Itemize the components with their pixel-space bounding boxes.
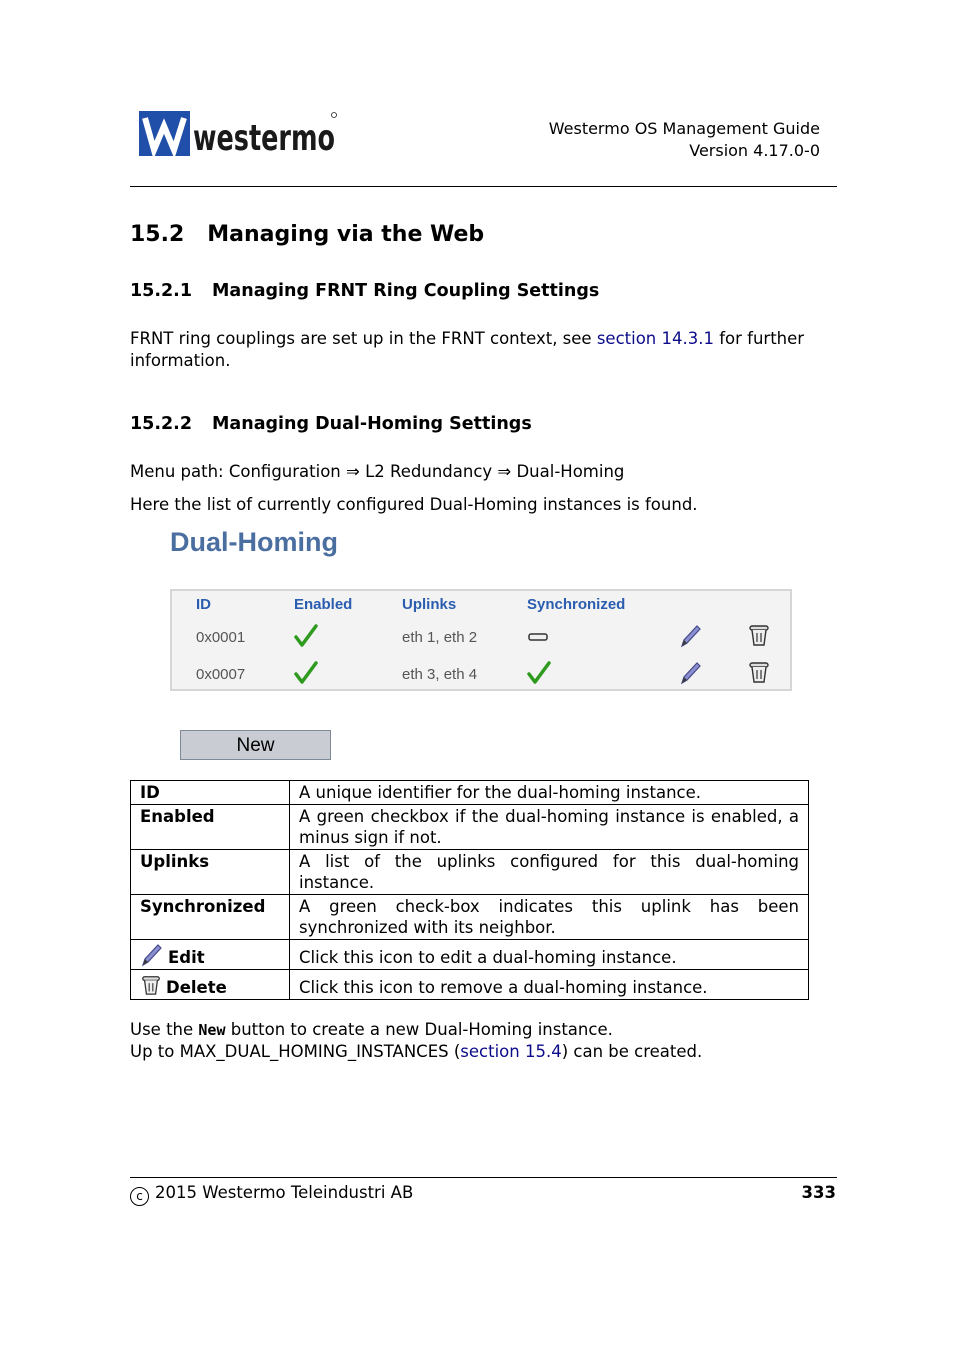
trash-icon[interactable] (747, 660, 771, 684)
green-check-icon (294, 661, 318, 685)
term-delete: Delete (166, 978, 227, 997)
pencil-icon[interactable] (678, 624, 702, 648)
closing-text: Use the (130, 1020, 199, 1039)
dual-homing-ui-title: Dual-Homing (170, 527, 338, 557)
column-uplinks: Uplinks (402, 596, 457, 613)
frnt-text-end: for further information. (130, 329, 805, 370)
definition-delete: Click this icon to remove a dual-homing instance. (290, 970, 809, 1000)
term-edit-cell (131, 940, 290, 970)
green-check-icon (294, 624, 318, 648)
table-row (131, 970, 809, 1000)
definition-synchronized: A green check-box indicates this uplink has been synchronized with its neighbor. (290, 895, 809, 940)
dual-homing-list (170, 589, 792, 691)
section-number: 15.2 (130, 222, 185, 247)
footer-rule (130, 1177, 837, 1178)
column-synchronized: Synchronized (527, 596, 626, 613)
table-row (131, 850, 809, 895)
table-row (131, 805, 809, 850)
max-instances-text: Up to MAX_DUAL_HOMING_INSTANCES ( (130, 1042, 461, 1061)
closing-line-1 (130, 1019, 840, 1041)
copyright-text: 2015 Westermo Teleindustri AB (155, 1183, 414, 1202)
subsection-2-number: 15.2.2 (130, 414, 193, 434)
pencil-icon[interactable] (678, 661, 702, 685)
term-delete-cell (131, 970, 290, 1000)
green-check-icon (527, 661, 551, 685)
section-link-15-4[interactable]: section 15.4 (460, 1042, 562, 1061)
subsection-1-title (130, 281, 599, 301)
definition-uplinks: A list of the uplinks configured for this dual-homing instance. (290, 850, 809, 895)
row-2-uplinks: eth 3, eth 4 (402, 666, 478, 683)
column-id: ID (196, 596, 211, 613)
column-enabled: Enabled (294, 596, 353, 613)
subsection-1-title-text: Managing FRNT Ring Coupling Settings (212, 281, 600, 301)
subsection-2-title (130, 414, 532, 434)
row-2-id: 0x0007 (196, 666, 246, 683)
closing-line-2 (130, 1041, 840, 1063)
footer-copyright (130, 1183, 413, 1206)
term-uplinks: Uplinks (131, 850, 290, 895)
section-link-14-3-1[interactable]: section 14.3.1 (596, 329, 714, 348)
copyright-icon: c (130, 1187, 149, 1206)
frnt-paragraph (130, 328, 840, 372)
term-enabled: Enabled (131, 805, 290, 850)
definition-id: A unique identifier for the dual-homing instance. (290, 781, 809, 805)
subsection-1-number: 15.2.1 (130, 281, 193, 301)
section-title (130, 222, 484, 247)
term-edit: Edit (168, 948, 205, 967)
description-table (130, 780, 809, 1000)
table-row (131, 940, 809, 970)
new-code: New (198, 1021, 226, 1039)
header-rule (130, 186, 837, 187)
table-row (131, 781, 809, 805)
row-1-id: 0x0001 (196, 629, 246, 646)
header-info (549, 118, 820, 162)
menu-path: Menu path: Configuration ⇒ L2 Redundancy ⇒ Dual-Homing (130, 462, 625, 481)
intro-text: Here the list of currently configured Dual-Homing instances is found. (130, 495, 698, 514)
definition-enabled: A green checkbox if the dual-homing instance is enabled, a minus sign if not. (290, 805, 809, 850)
page-number: 333 (801, 1183, 836, 1202)
minus-icon (527, 625, 551, 649)
trash-icon (140, 972, 162, 998)
row-1-uplinks: eth 1, eth 2 (402, 629, 478, 646)
definition-edit: Click this icon to edit a dual-homing instance. (290, 940, 809, 970)
guide-title: Westermo OS Management Guide (548, 119, 820, 138)
table-row (131, 895, 809, 940)
trash-icon[interactable] (747, 623, 771, 647)
subsection-2-title-text: Managing Dual-Homing Settings (212, 414, 532, 434)
frnt-text: FRNT ring couplings are set up in the FRNT context, see (130, 329, 597, 348)
new-button[interactable]: New (180, 730, 331, 760)
guide-version: Version 4.17.0-0 (689, 141, 820, 160)
max-instances-text-end: ) can be created. (561, 1042, 703, 1061)
term-id: ID (131, 781, 290, 805)
westermo-logo (139, 110, 339, 158)
svg-text:westermo: westermo (193, 118, 335, 159)
pencil-icon (140, 942, 164, 968)
closing-text-end: button to create a new Dual-Homing instance. (225, 1020, 613, 1039)
section-title-text: Managing via the Web (207, 222, 485, 247)
term-synchronized: Synchronized (131, 895, 290, 940)
